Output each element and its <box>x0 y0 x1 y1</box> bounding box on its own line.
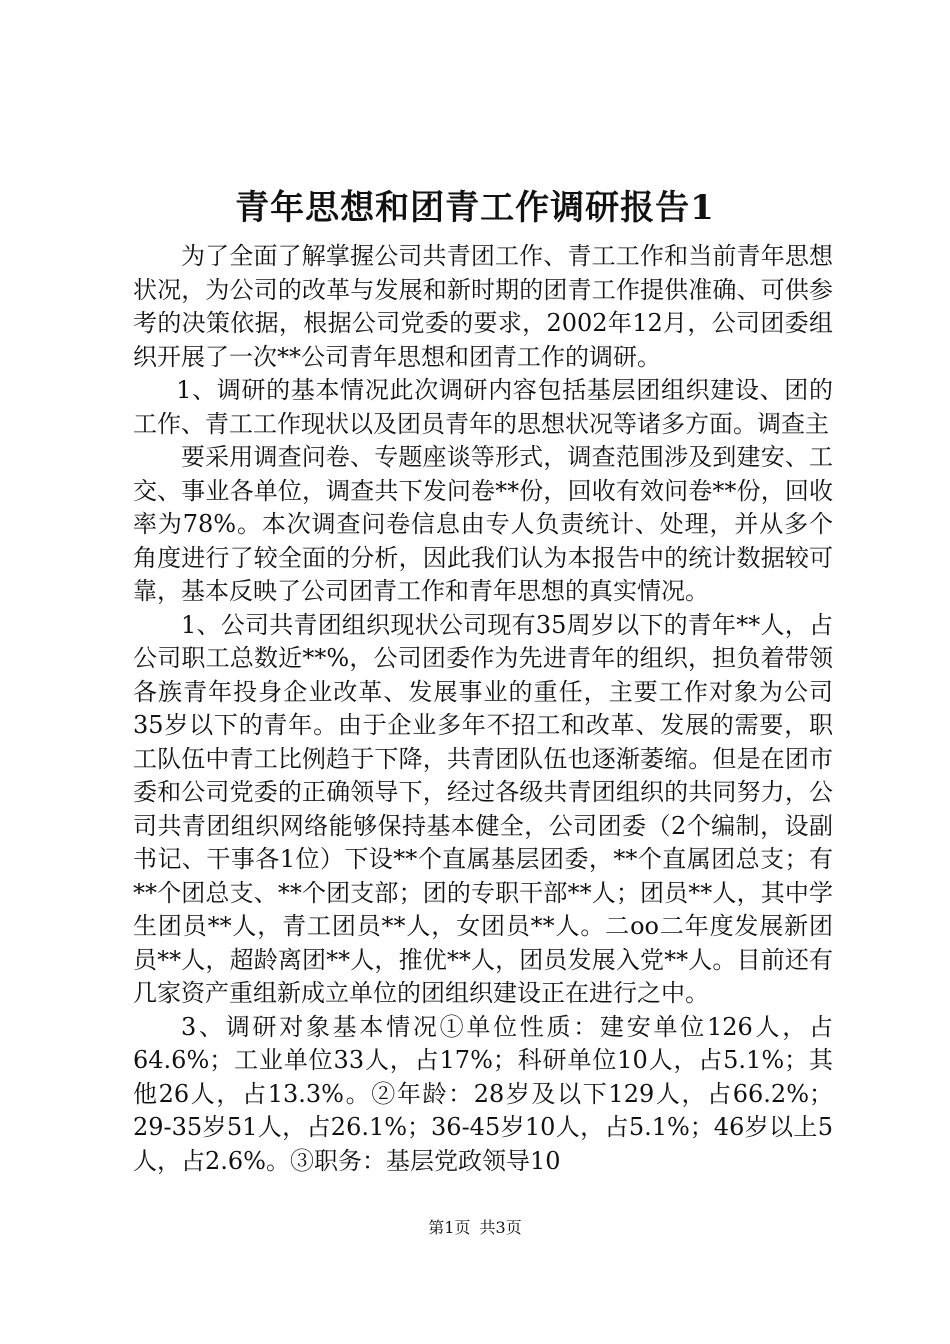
document-body <box>133 240 833 1178</box>
paragraph-survey-basics: 1、调研的基本情况此次调研内容包括基层团组织建设、团的工作、青工工作现状以及团员青年的思想状况等诸多方面。调查主 <box>133 376 833 438</box>
page-footer <box>0 1216 950 1240</box>
paragraph-survey-method: 要采用调查问卷、专题座谈等形式，调查范围涉及到建安、工交、事业各单位，调查共下发问卷**份，回收有效问卷**份，回收率为78%。本次调查问卷信息由专人负责统计、处理，并从多个角度进行了较全面的分析，因此我们认为本报告中的统计数据较可靠，基本反映了公司团青工作和青年思想的真实情况。 <box>133 443 833 605</box>
paragraph-respondents: 3、调研对象基本情况①单位性质：建安单位126人，占64.6%；工业单位33人，占17%；科研单位10人，占5.1%；其他26人，占13.3%。②年龄：28岁及以下129人，占66.2%；29-35岁51人，占26.1%；36-45岁10人，占5.1%；46岁以上5人，占2.6%。③职务：基层党政领导10 <box>133 1012 833 1175</box>
paragraph-league-status: 1、公司共青团组织现状公司现有35周岁以下的青年**人，占公司职工总数近**%，公司团委作为先进青年的组织，担负着带领各族青年投身企业改革、发展事业的重任，主要工作对象为公司35岁以下的青年。由于企业多年不招工和改革、发展的需要，职工队伍中青工比例趋于下降，共青团队伍也逐渐萎缩。但是在团市委和公司党委的正确领导下，经过各级共青团组织的共同努力，公司共青团组织网络能够保持基本健全，公司团委（2个编制，设副书记、干事各1位）下设**个直属基层团委，**个直属团总支；有**个团总支、**个团支部；团的专职干部**人；团员**人，其中学生团员**人，青工团员**人，女团员**人。二oo二年度发展新团员**人，超龄离团**人，推优**人，团员发展入党**人。目前还有几家资产重组新成立单位的团组织建设正在进行之中。 <box>133 610 833 1007</box>
page-total: 共3页 <box>479 1218 522 1237</box>
page-number: 第1页 <box>428 1218 471 1237</box>
document-title: 青年思想和团青工作调研报告1 <box>235 188 715 228</box>
paragraph-intro: 为了全面了解掌握公司共青团工作、青工工作和当前青年思想状况，为公司的改革与发展和新时期的团青工作提供准确、可供参考的决策依据，根据公司党委的要求，2002年12月，公司团委组织开展了一次**公司青年思想和团青工作的调研。 <box>133 242 833 371</box>
